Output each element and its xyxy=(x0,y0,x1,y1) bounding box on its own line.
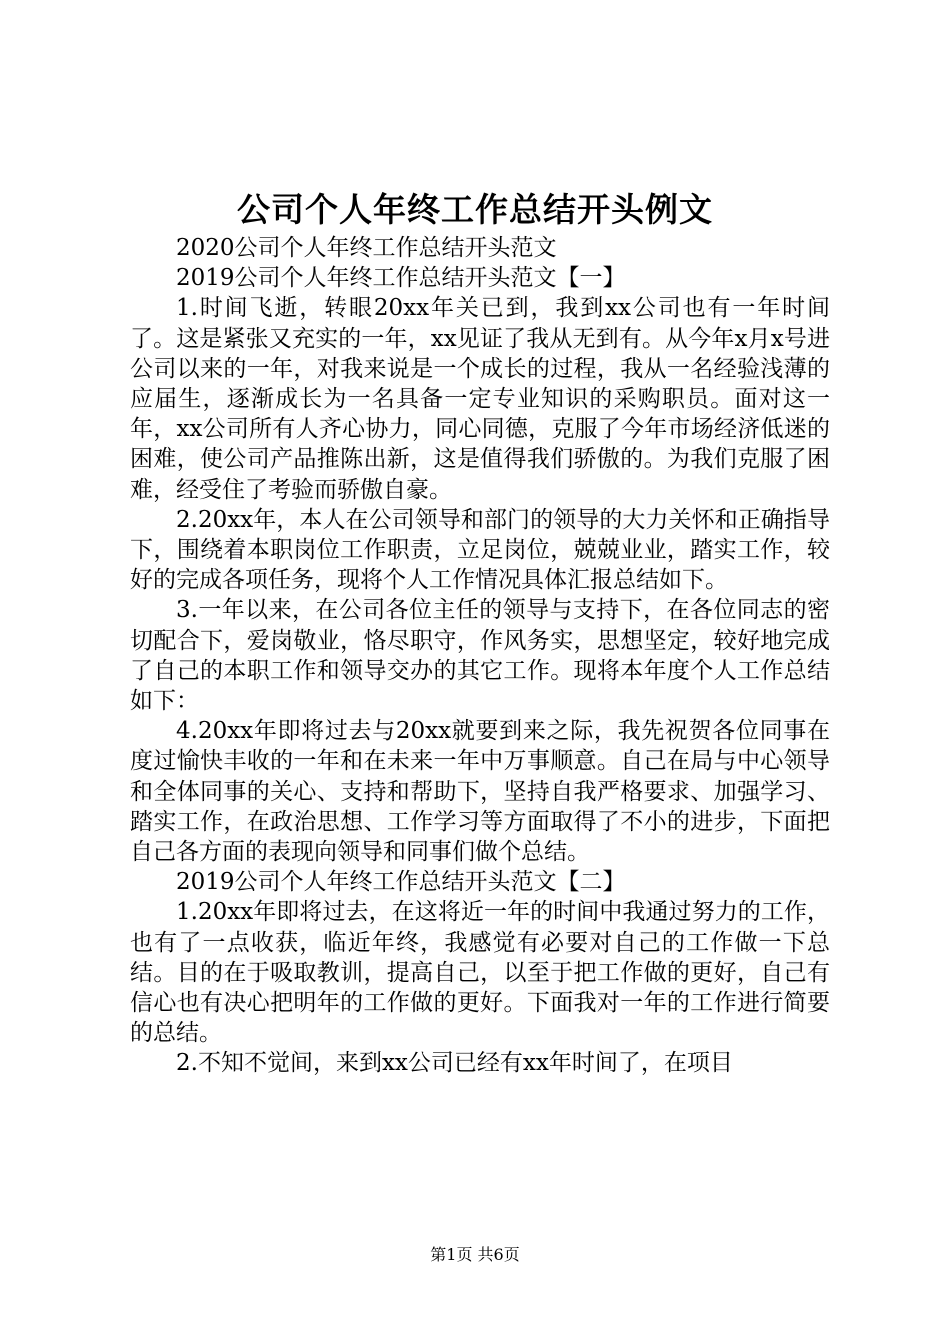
paragraph: 2.不知不觉间，来到xx公司已经有xx年时间了，在项目 xyxy=(176,1050,733,1077)
document-body xyxy=(130,233,830,1079)
document-title: 公司个人年终工作总结开头例文 xyxy=(237,190,713,229)
page-footer: 第1页 共6页 xyxy=(430,1245,520,1264)
paragraph: 2019公司个人年终工作总结开头范文【一】 xyxy=(176,265,626,292)
paragraph: 3.一年以来，在公司各位主任的领导与支持下，在各位同志的密切配合下，爱岗敬业，恪尽职守，作风务实，思想坚定，较好地完成了自己的本职工作和领导交办的其它工作。现将本年度个人工作总结如下： xyxy=(130,597,830,715)
paragraph: 2019公司个人年终工作总结开头范文【二】 xyxy=(176,869,626,896)
paragraph: 2.20xx年，本人在公司领导和部门的领导的大力关怀和正确指导下，围绕着本职岗位工作职责，立足岗位，兢兢业业，踏实工作，较好的完成各项任务，现将个人工作情况具体汇报总结如下。 xyxy=(130,506,830,594)
paragraph: 2020公司个人年终工作总结开头范文 xyxy=(176,235,557,261)
paragraph: 1.时间飞逝，转眼20xx年关已到，我到xx公司也有一年时间了。这是紧张又充实的一年，xx见证了我从无到有。从今年x月x号进公司以来的一年，对我来说是一个成长的过程，我从一名经验浅薄的应届生，逐渐成长为一名具备一定专业知识的采购职员。面对这一年，xx公司所有人齐心协力，同心同德，克服了今年市场经济低迷的困难，使公司产品推陈出新，这是值得我们骄傲的。为我们克服了困难，经受住了考验而骄傲自豪。 xyxy=(130,295,830,503)
paragraph: 4.20xx年即将过去与20xx就要到来之际，我先祝贺各位同事在度过愉快丰收的一年和在未来一年中万事顺意。自己在局与中心领导和全体同事的关心、支持和帮助下，坚持自我严格要求、加强学习、踏实工作，在政治思想、工作学习等方面取得了不小的进步，下面把自己各方面的表现向领导和同事们做个总结。 xyxy=(130,718,830,866)
paragraph: 1.20xx年即将过去，在这将近一年的时间中我通过努力的工作，也有了一点收获，临近年终，我感觉有必要对自己的工作做一下总结。目的在于吸取教训，提高自己，以至于把工作做的更好，自己有信心也有决心把明年的工作做的更好。下面我对一年的工作进行简要的总结。 xyxy=(130,899,830,1047)
